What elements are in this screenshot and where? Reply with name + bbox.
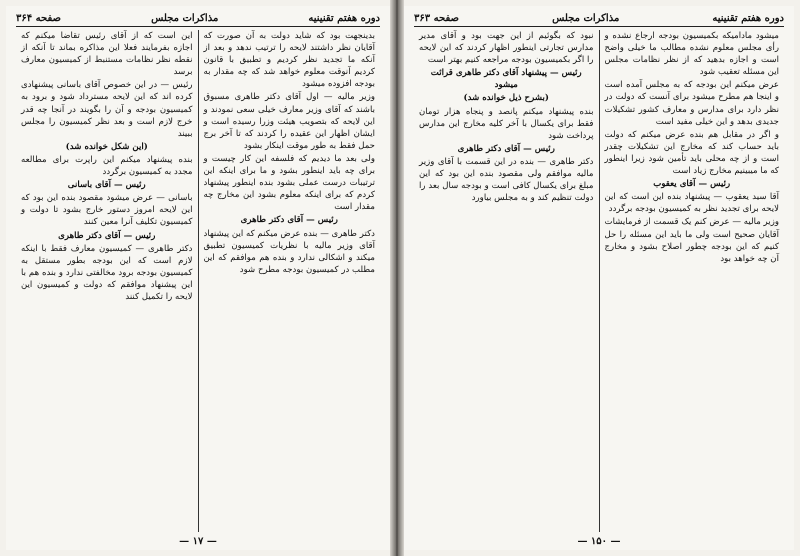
paragraph: بدینجهت بود که شاید دولت به آن صورت که آقایان نظر داشتند لایحه را ترتیب ندهد و بعد از آنکه ما تجدید نظر کردیم و تطبیق با قانون کردیم آنوقت معلوم خواهد شد که چه مقدار به بودجه افزوده میشود: [203, 31, 375, 90]
speaker-line: رئیس — آقای دکتر طاهری: [240, 215, 338, 226]
paragraph: و اگر در مقابل هم بنده عرض میکنم که دولت باید حساب کند که مخارج این تشکیلات چقدر است و از چه محلی باید تأمین شود زیرا اینطور که ما میبینیم مخارج زیاد است: [604, 129, 779, 177]
right-page-columns: [414, 30, 784, 532]
right-page-column-left: [414, 30, 599, 532]
speaker-line: رئیس — آقای باسانی: [67, 180, 146, 191]
right-header-page-number: صفحه ۳۶۳: [414, 12, 459, 24]
paragraph: دکتر طاهری — کمیسیون معارف فقط با اینکه لازم است که این بودجه بطور مستقل به کمیسیون بودجه برود مخالفتی ندارد و بنده هم با این پیشنهاد موافقم که دولت و کمیسیون این لایحه را تکمیل کنند: [21, 243, 193, 302]
right-page: [404, 6, 794, 550]
left-header-page-number: صفحه ۳۶۴: [16, 12, 61, 24]
right-page-column-right: [600, 30, 785, 532]
left-header-title: مذاکرات مجلس: [151, 12, 219, 24]
right-header-session: دوره هفتم تقنینیه: [712, 12, 784, 24]
note-line: (این شکل خوانده شد): [65, 141, 148, 152]
paragraph: رئیس — در این خصوص آقای باسانی پیشنهادی کرده اند که این لایحه مسترداد شود و برود به کمیسیون بودجه و آن را بگویند در آنجا چه قدر خرج لازم است و بعد نظر کمیسیون را مجلس ببیند: [21, 80, 193, 139]
paragraph: وزیر مالیه — عرض کنم یک قسمت از فرمایشات آقایان صحیح است ولی ما باید این مسئله را حل کنیم که این بودجه چطور اصلاح بشود و مخارج آن چه خواهد بود: [604, 217, 779, 264]
paragraph: دکتر طاهری — بنده در این قسمت با آقای وزیر مالیه موافقم ولی مقصود بنده این بود که این مبلغ برای یکسال کافی است و بودجه سال بعد را دولت تنظیم کند و به مجلس بیاورد: [419, 156, 594, 204]
right-page-footer: — ۱۵۰ —: [577, 536, 621, 547]
right-page-header: [414, 10, 784, 27]
left-header-session: دوره هفتم تقنینیه: [308, 12, 380, 24]
paragraph: آقا سید یعقوب — پیشنهاد بنده این است که این لایحه برای تجدید نظر به کمیسیون بودجه برگردد: [604, 192, 779, 215]
paragraph: این است که از آقای رئیس تقاضا میکنم که اجازه بفرمایند فعلا این مذاکره بماند تا آنکه از نقطه نظر نظامات مستنبط از کمیسیون معارف برسد: [21, 31, 193, 78]
paragraph: نبود که بگوئیم از این جهت بود و آقای مدیر مدارس تجارتی اینطور اظهار کردند که این لایحه را اگر بکمیسیون بودجه مراجعه کنیم بهتر است: [419, 31, 594, 66]
left-page-column-left: [16, 30, 198, 532]
speaker-line: رئیس — آقای دکتر طاهری: [58, 230, 156, 241]
left-page-column-right: [199, 30, 381, 532]
paragraph: باسانی — عرض میشود مقصود بنده این بود که این لایحه امروز دستور خارج بشود تا دولت و کمیسیون تکلیف آنرا معین کنند: [21, 193, 193, 228]
note-line: (بشرح ذیل خوانده شد): [463, 93, 549, 104]
paragraph: دکتر طاهری — بنده عرض میکنم که این پیشنهاد آقای وزیر مالیه با نظریات کمیسیون تطبیق میکند و اشکالی ندارد و بنده هم موافقم که این مطلب در کمیسیون بودجه مطرح شود: [203, 228, 375, 275]
book-gutter: [390, 0, 404, 556]
paragraph: میشود مادامیکه بکمیسیون بودجه ارجاع نشده و رأی مجلس معلوم نشده مطالب ما خیلی واضح است و اجازه بدهید که از نظر نظامات مجلس این مسئله تعقیب شود: [604, 31, 779, 78]
speaker-line: رئیس — پیشنهاد آقای دکتر طاهری قرائت میشود: [430, 68, 582, 91]
paragraph: ولی بعد ما دیدیم که فلسفه این کار چیست و برای چه باید اینطور بشود و ما برای اینکه این ترتیبات درست عملی بشود بنده اینطور پیشنهاد کردم که برای اینکه معلوم بشود این مخارج چه مقدار است: [203, 153, 375, 213]
left-page-footer: — ۱۷ —: [179, 536, 217, 547]
left-page-columns: [16, 30, 380, 532]
left-page-header: [16, 10, 380, 27]
speaker-line: رئیس — آقای دکتر طاهری: [457, 143, 555, 154]
paragraph: بنده پیشنهاد میکنم این راپرت برای مطالعه مجدد به کمیسیون برگردد: [21, 154, 193, 178]
paragraph: عرض میکنم این بودجه که به مجلس آمده است و اینجا هم مطرح میشود برای آنست که دولت در نظر دارد برای مدارس و معارف کشور تشکیلات جدیدی بدهد و این خیلی مفید است: [604, 80, 779, 127]
left-page: [6, 6, 390, 550]
paragraph: بنده پیشنهاد میکنم پانصد و پنجاه هزار تومان فقط برای یکسال با آخر کلیه مخارج این مدارس پرداخت شود: [419, 106, 594, 141]
paragraph: وزیر مالیه — اول آقای دکتر طاهری مسبوق باشند که آقای وزیر معارف خیلی سعی نمودند و این لایحه که بتصویب هیئت وزرا رسیده است و ایشان اظهار این عقیده را کردند که تا آخر برج حمل فقط به طور موقت اینکار بشود: [203, 92, 375, 151]
speaker-line: رئیس — آقای یعقوب: [653, 179, 731, 190]
right-header-title: مذاکرات مجلس: [552, 12, 620, 24]
